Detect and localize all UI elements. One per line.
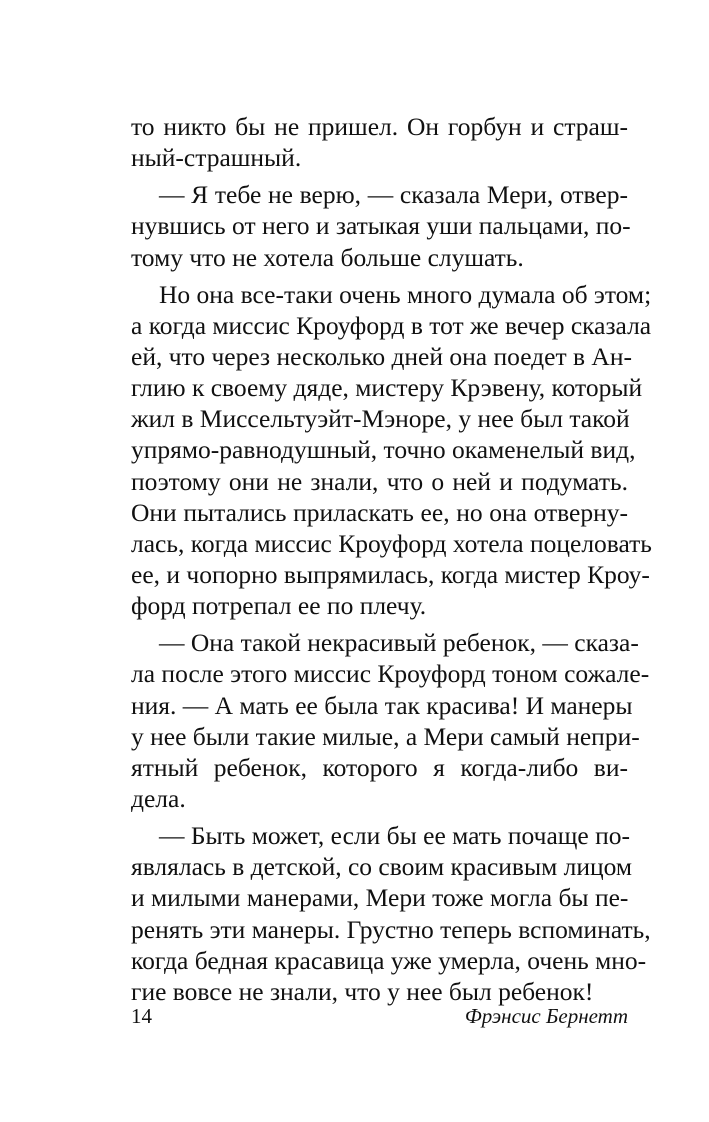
page-body-text: [131, 111, 652, 1007]
text-line: когда бедная красавица уже умерла, очень мно-: [131, 945, 647, 975]
paragraph: [131, 820, 651, 1007]
text-line: ный-страшный.: [131, 143, 302, 173]
text-line: то никто бы не пришел. Он горбун и страш-: [131, 112, 628, 141]
text-line: ей, что через несколько дней она поедет в Ан-: [131, 341, 632, 371]
text-line: упрямо-равнодушный, точно окаменелый вид,: [131, 435, 636, 465]
text-line: ния. — А мать ее была так красива! И манеры: [131, 690, 633, 720]
text-line: ла после этого миссис Кроуфорд тоном сожале-: [131, 659, 650, 689]
text-line: и милыми манерами, Мери тоже могла бы пе-: [131, 883, 629, 913]
text-line: Они пытались приласкать ее, но она отверну-: [131, 497, 628, 527]
running-footer-author: Фрэнсис Бернетт: [464, 1004, 628, 1028]
text-line: поэтому они не знали, что о ней и подумать.: [131, 466, 628, 496]
text-line: — Она такой некрасивый ребенок, — сказа-: [159, 628, 639, 658]
text-line: ее, и чопорно выпрямилась, когда мистер Кроу-: [131, 559, 650, 589]
text-line: нувшись от него и затыкая уши пальцами, по-: [131, 211, 631, 241]
text-line: форд потрепал ее по плечу.: [131, 591, 427, 621]
paragraph: [131, 179, 631, 272]
text-line: глию к своему дяде, мистеру Крэвену, который: [131, 373, 643, 403]
text-line: Но она все-таки очень много думала об этом;: [159, 279, 652, 309]
page-number: 14: [131, 1004, 152, 1028]
paragraph: [131, 111, 628, 173]
text-line: лась, когда миссис Кроуфорд хотела поцеловать: [131, 528, 652, 558]
paragraph: [131, 279, 652, 622]
text-line: — Быть может, если бы ее мать почаще по-: [159, 821, 631, 851]
text-line: у нее были такие милые, а Мери самый непри-: [131, 721, 640, 751]
page-footer: [131, 1001, 628, 1031]
text-line: гие вовсе не знали, что у нее был ребенок!: [131, 976, 594, 1006]
paragraph: [131, 627, 650, 814]
text-line: ятный ребенок, которого я когда-либо ви-: [131, 752, 628, 782]
text-line: тому что не хотела больше слушать.: [131, 242, 524, 272]
text-line: ренять эти манеры. Грустно теперь вспоминать,: [131, 914, 651, 944]
text-line: — Я тебе не верю, — сказала Мери, отвер-: [159, 180, 628, 210]
text-line: дела.: [131, 783, 186, 813]
text-line: а когда миссис Кроуфорд в тот же вечер сказала: [131, 310, 652, 340]
text-line: жил в Миссельтуэйт-Мэноре, у нее был такой: [131, 404, 630, 434]
text-line: являлась в детской, со своим красивым лицом: [131, 852, 633, 882]
